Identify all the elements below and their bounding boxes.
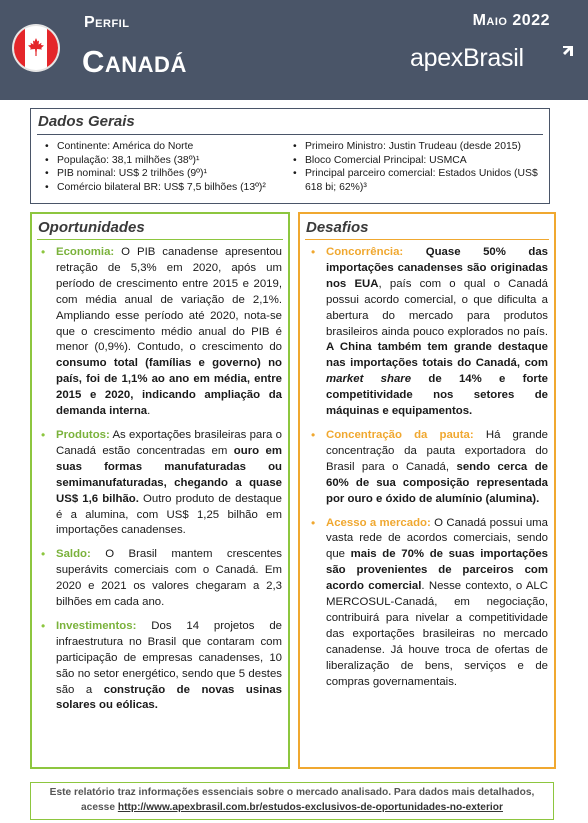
general-data-list-left bbox=[45, 140, 280, 194]
list-item-investimentos: • Investimentos: Dos 14 projetos de infraestrutura no Brasil que contaram com participação de empresas canadenses, 10 são no setor energético, sendo que 5 destes são a construção de novas usinas solares ou eólicas. bbox=[38, 619, 282, 714]
list-item-saldo: • Saldo: O Brasil mantem crescentes superávits comerciais com o Canadá. Em 2020 e 2021 os valores chegaram a 2,3 bilhões em cada ano. bbox=[38, 547, 282, 611]
list-item-produtos: • Produtos: As exportações brasileiras para o Canadá estão concentradas em ouro em suas formas manufaturadas ou semimanufaturadas, chegando a quase US$ 1,6 bilhão. Outro produto de destaque é a alumina, com US$ 1,25 bilhão em importações canadenses. bbox=[38, 428, 282, 539]
list-item: • Primeiro Ministro: Justin Trudeau (desde 2015) bbox=[293, 140, 545, 154]
maple-leaf-icon bbox=[28, 38, 44, 56]
divider bbox=[37, 134, 543, 135]
opportunities-title: Oportunidades bbox=[38, 219, 145, 236]
divider bbox=[37, 239, 283, 240]
footer-box bbox=[30, 782, 554, 820]
list-item: • População: 38,1 milhões (38º)¹ bbox=[45, 154, 280, 168]
challenges-title: Desafios bbox=[306, 219, 369, 236]
challenges-list bbox=[308, 245, 548, 698]
list-item: • Principal parceiro comercial: Estados Unidos (US$ 618 bi; 62%)³ bbox=[293, 167, 545, 194]
list-item: • Comércio bilateral BR: US$ 7,5 bilhões (13º)² bbox=[45, 181, 280, 195]
challenges-box bbox=[298, 212, 556, 769]
divider bbox=[305, 239, 549, 240]
general-data-box bbox=[30, 108, 550, 204]
brand-logo-icon bbox=[561, 44, 575, 58]
list-item-acesso: • Acesso a mercado: O Canadá possui uma vasta rede de acordos comerciais, sendo que mais de 70% de suas importações são provenientes de parceiros com acordo comercial. Nesse contexto, o ALC MERCOSUL-Canadá, em negociação, contribuirá para nivelar a competitividade das exportações brasileiras no mercado canadense. Já houve troca de ofertas de liberalização de bens, serviços e de compras governamentais. bbox=[308, 516, 548, 691]
list-item-concorrencia: • Concorrência: Quase 50% das importações canadenses são originadas nos EUA, país com o qual o Canadá possui acordo comercial, o que dificulta a abertura do mercado para produtos brasileiros ainda pouco explorados no país. A China também tem grande destaque nas importações totais do Canadá, com market share de 14% e forte competitividade nos setores de máquinas e equipamentos. bbox=[308, 245, 548, 420]
profile-label: Perfil bbox=[84, 14, 130, 31]
footer-link-line: acesse http://www.apexbrasil.com.br/estudos-exclusivos-de-oportunidades-no-exterior bbox=[81, 802, 503, 813]
report-date: Maio 2022 bbox=[472, 12, 550, 29]
list-item-economia: • Economia: O PIB canadense apresentou retração de 5,3% em 2020, após um período de crescimento entre 2015 e 2019, com média anual de variação de 2,1%. Ampliando esse período até 2020, nota-se que o crescimento médio anual do PIB é menor (0,9%). Contudo, o crescimento do consumo total (famílias e governo) no país, foi de 1,1% ao ano em média, entre 2015 e 2020, indicando ampliação da demanda interna. bbox=[38, 245, 282, 420]
list-item-concentracao: • Concentração da pauta: Há grande concentração da pauta exportadora do Brasil para o Canadá, sendo cerca de 60% de sua composição representada por ouro e óxido de alumínio (alumina). bbox=[308, 428, 548, 508]
general-data-list-right bbox=[293, 140, 545, 194]
list-item: • PIB nominal: US$ 2 trilhões (9º)¹ bbox=[45, 167, 280, 181]
list-item: • Bloco Comercial Principal: USMCA bbox=[293, 154, 545, 168]
canada-flag-icon bbox=[14, 26, 58, 70]
studies-link[interactable]: http://www.apexbrasil.com.br/estudos-exclusivos-de-oportunidades-no-exterior bbox=[117, 802, 503, 813]
header-bar bbox=[0, 0, 588, 100]
country-title: Canadá bbox=[82, 44, 187, 79]
footer-text: Este relatório traz informações essenciais sobre o mercado analisado. Para dados mais detalhados, bbox=[49, 787, 535, 798]
list-item: • Continente: América do Norte bbox=[45, 140, 280, 154]
general-data-title: Dados Gerais bbox=[38, 113, 135, 130]
brand-logo-text: apexBrasil bbox=[410, 44, 524, 72]
opportunities-list bbox=[38, 245, 282, 722]
opportunities-box bbox=[30, 212, 290, 769]
